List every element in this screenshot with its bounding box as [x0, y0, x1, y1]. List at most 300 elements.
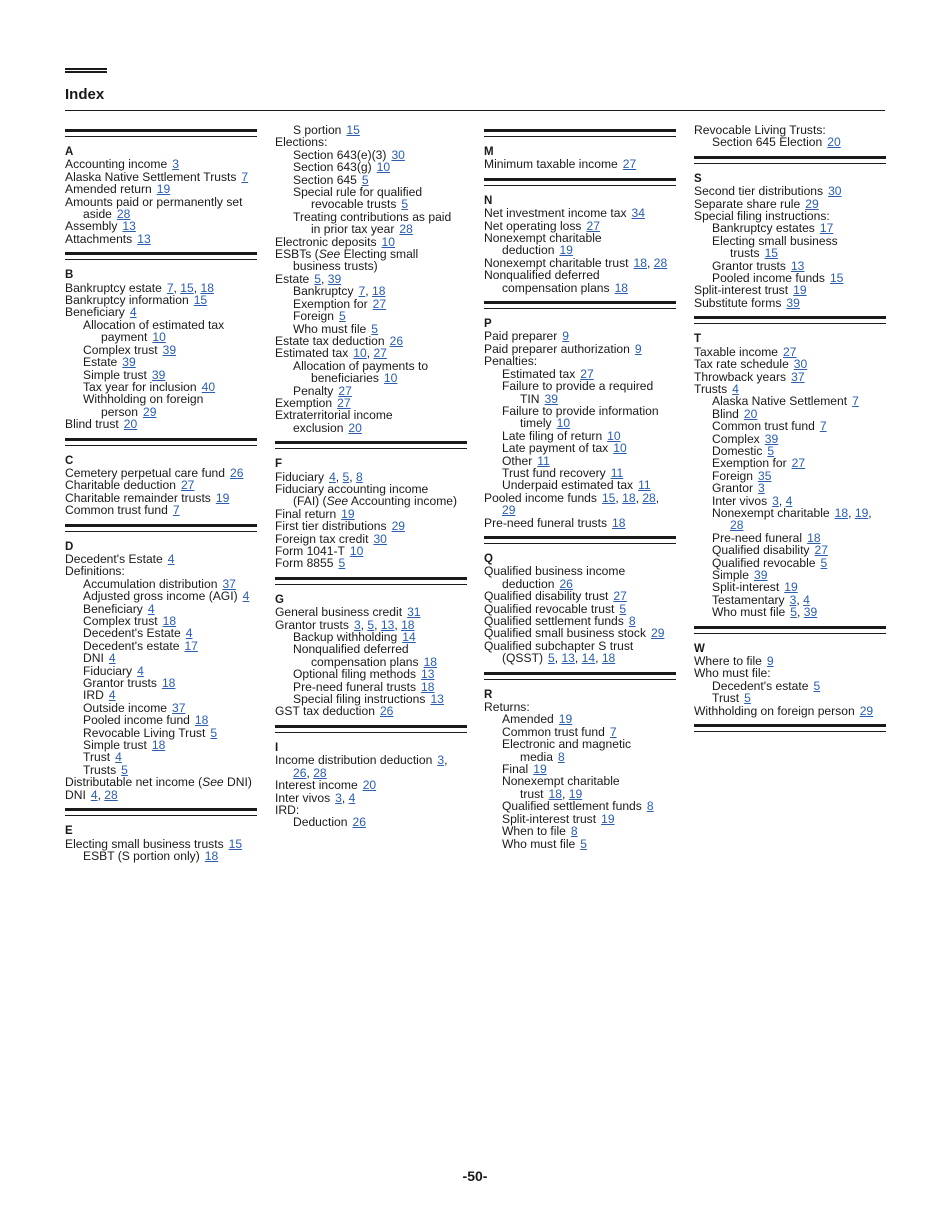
- index-column-3: [484, 124, 676, 850]
- entry-text: DNI: [83, 651, 104, 666]
- page-link[interactable]: 7: [172, 503, 180, 518]
- index-entry: [694, 705, 886, 717]
- page-separator: ,: [635, 490, 643, 505]
- index-section-a: [65, 129, 257, 245]
- page-link[interactable]: 26: [559, 576, 573, 591]
- title-divider: [65, 110, 885, 111]
- page-separator: ,: [778, 493, 786, 508]
- page-link[interactable]: 5: [367, 617, 375, 632]
- entry-text: Who must file: [502, 836, 576, 851]
- page-separator: ,: [193, 280, 201, 295]
- page-link[interactable]: 18: [200, 280, 214, 295]
- index-entry: [65, 418, 257, 430]
- entry-text: Withholding on foreign person: [694, 703, 855, 718]
- page-link[interactable]: 28: [642, 490, 656, 505]
- page-link[interactable]: 9: [562, 329, 570, 344]
- page-link[interactable]: 15: [601, 490, 616, 505]
- page-link[interactable]: 26: [230, 465, 244, 480]
- page-link[interactable]: 10: [607, 428, 621, 443]
- page-link[interactable]: 30: [373, 531, 387, 546]
- entry-text: Pooled income funds: [484, 490, 597, 505]
- page-link[interactable]: 39: [764, 431, 779, 446]
- entry-text: Underpaid estimated tax: [502, 478, 634, 493]
- entry-text: Treating contributions as paid: [293, 209, 452, 224]
- entry-text: Net operating loss: [484, 218, 582, 233]
- entry-text: First tier distributions: [275, 519, 387, 534]
- entry-text: business trusts): [293, 259, 378, 274]
- page-link[interactable]: 4: [108, 651, 116, 666]
- page-link[interactable]: 8: [628, 614, 636, 628]
- page-link[interactable]: 39: [753, 568, 768, 582]
- page-link[interactable]: 14: [581, 651, 596, 666]
- index-entry: [694, 297, 886, 309]
- page-link[interactable]: 28: [653, 255, 668, 270]
- page-link[interactable]: 20: [123, 417, 138, 432]
- page-link[interactable]: 29: [391, 519, 406, 534]
- index-section-continued: [275, 124, 467, 434]
- page-link[interactable]: 4: [90, 787, 98, 802]
- entry-text: IRD:: [275, 802, 300, 817]
- page-link[interactable]: 27: [622, 157, 637, 172]
- index-entry: [484, 492, 676, 517]
- page-separator: ,: [394, 617, 402, 632]
- entry-text: revocable trusts: [311, 197, 397, 212]
- page-link[interactable]: 9: [634, 341, 642, 356]
- index-subentry: [484, 380, 676, 405]
- page-link[interactable]: 19: [341, 506, 355, 521]
- page-link[interactable]: 5: [547, 651, 555, 666]
- index-column-2: [275, 124, 467, 829]
- page-link[interactable]: 10: [349, 544, 364, 558]
- index-subentry: [484, 405, 676, 430]
- page-link[interactable]: 19: [793, 283, 807, 298]
- page-link[interactable]: 5: [790, 605, 797, 620]
- page-link[interactable]: 4: [137, 663, 144, 678]
- page-link[interactable]: 13: [561, 651, 575, 666]
- page-link[interactable]: 20: [827, 135, 841, 150]
- index-subentry: [694, 606, 886, 618]
- page-link[interactable]: 13: [137, 231, 151, 246]
- page-link[interactable]: 27: [337, 395, 351, 410]
- page-link[interactable]: 13: [430, 692, 444, 707]
- page-link[interactable]: 5: [820, 555, 828, 570]
- page-link[interactable]: 5: [121, 762, 128, 777]
- entry-text: Special filing instructions: [293, 692, 426, 707]
- page-link[interactable]: 4: [129, 305, 137, 320]
- page-link[interactable]: 29: [502, 503, 516, 518]
- page-link[interactable]: 5: [580, 836, 587, 851]
- page-link[interactable]: 5: [767, 443, 775, 458]
- page-link[interactable]: 18: [612, 515, 626, 530]
- page-link[interactable]: 27: [814, 543, 828, 558]
- page-link[interactable]: 40: [201, 379, 216, 394]
- page-separator: ,: [306, 765, 314, 780]
- page-link[interactable]: 11: [610, 465, 624, 480]
- page-link[interactable]: 18: [194, 713, 209, 728]
- page-link[interactable]: 18: [633, 255, 647, 270]
- page-link[interactable]: 7: [609, 724, 617, 739]
- page-link[interactable]: 34: [631, 206, 645, 221]
- entry-text: General business credit: [275, 605, 403, 620]
- page-link[interactable]: 3: [789, 592, 797, 607]
- entry-text: Adjusted gross income (AGI): [83, 589, 238, 604]
- page-link[interactable]: 5: [813, 678, 821, 693]
- entry-text: Exemption for: [712, 456, 787, 471]
- index-subentry: [275, 360, 467, 385]
- page-separator: ,: [796, 592, 804, 607]
- page-link[interactable]: 3: [172, 157, 179, 172]
- index-section-i: [275, 725, 467, 829]
- section-letter: E: [65, 825, 73, 838]
- section-divider: [65, 129, 257, 137]
- page-separator: ,: [848, 505, 855, 520]
- page-link[interactable]: 19: [156, 182, 171, 197]
- entry-text: Blind trust: [65, 417, 119, 432]
- entry-text: Grantor trusts: [712, 258, 786, 273]
- page-link[interactable]: 19: [215, 490, 230, 505]
- index-entry: [484, 565, 676, 590]
- page-link[interactable]: 18: [151, 738, 166, 753]
- page-link[interactable]: 3: [758, 481, 765, 496]
- page-link[interactable]: 15: [193, 293, 208, 308]
- page-link[interactable]: 4: [108, 688, 116, 703]
- page-link[interactable]: 18: [834, 505, 849, 520]
- page-link[interactable]: 4: [167, 551, 175, 566]
- entry-text: Simple trust: [83, 738, 147, 753]
- page-link[interactable]: 19: [558, 712, 573, 727]
- section-divider: [484, 672, 676, 680]
- entry-text: Inter vivos: [712, 493, 768, 508]
- page-link[interactable]: 30: [828, 184, 842, 199]
- page-link[interactable]: 13: [790, 258, 805, 273]
- entry-text: Beneficiary: [65, 305, 125, 320]
- page-link[interactable]: 5: [342, 469, 350, 484]
- index-entry: [65, 196, 257, 221]
- page-link[interactable]: 7: [852, 394, 859, 409]
- page-link[interactable]: 5: [401, 197, 409, 212]
- page-link[interactable]: 19: [601, 811, 615, 826]
- entry-text: Electing small business: [712, 233, 838, 248]
- entry-text: (FAI) (See Accounting income): [293, 494, 458, 509]
- entry-text: Other: [502, 453, 533, 468]
- page-link[interactable]: 19: [854, 505, 869, 520]
- page-link[interactable]: 27: [180, 478, 195, 493]
- page-link[interactable]: 15: [180, 280, 194, 295]
- page-link[interactable]: 28: [104, 787, 118, 802]
- entry-text: Estimated tax: [502, 366, 576, 381]
- page-link[interactable]: 5: [339, 309, 346, 324]
- page-link[interactable]: 39: [122, 355, 136, 370]
- page-link[interactable]: 39: [151, 367, 166, 382]
- page-link[interactable]: 5: [338, 556, 346, 571]
- entry-text: Nonexempt charitable: [502, 774, 620, 789]
- page-separator: ,: [797, 605, 804, 620]
- index-entry: [275, 792, 467, 804]
- entry-text: Final return: [275, 506, 337, 521]
- entry-text: Estate: [275, 271, 310, 286]
- page-link[interactable]: 10: [556, 416, 571, 431]
- page-link[interactable]: 7: [166, 280, 174, 295]
- entry-text: Distributable net income (See DNI): [65, 775, 252, 790]
- entry-text: Split-interest: [712, 580, 780, 595]
- page-separator: ,: [341, 790, 349, 805]
- page-link[interactable]: 27: [791, 456, 806, 471]
- page-link[interactable]: 15: [829, 271, 844, 286]
- page-link[interactable]: 5: [619, 601, 627, 616]
- page-link[interactable]: 29: [651, 626, 665, 641]
- page-link[interactable]: 4: [348, 790, 356, 805]
- page-link[interactable]: 4: [242, 589, 250, 604]
- page-link[interactable]: 19: [559, 243, 573, 258]
- page-number: -50-: [462, 1168, 488, 1184]
- page-separator: ,: [646, 255, 654, 270]
- page-link[interactable]: 27: [613, 589, 627, 604]
- page-link[interactable]: 39: [162, 342, 177, 357]
- page-link[interactable]: 10: [152, 330, 166, 345]
- page-link[interactable]: 13: [380, 617, 395, 632]
- page-link[interactable]: 19: [784, 580, 798, 595]
- page-link[interactable]: 5: [210, 725, 218, 740]
- entry-text: Qualified settlement funds: [484, 614, 624, 628]
- section-divider: [65, 524, 257, 532]
- entry-text: payment: [101, 330, 148, 345]
- page-link[interactable]: 5: [361, 172, 369, 187]
- entry-text: Simple trust: [83, 367, 147, 382]
- page-link[interactable]: 10: [613, 441, 627, 456]
- page-link[interactable]: 7: [358, 284, 366, 299]
- entry-text: Foreign: [293, 309, 335, 324]
- entry-text: Charitable deduction: [65, 478, 176, 493]
- page-link[interactable]: 9: [766, 654, 774, 669]
- page-link[interactable]: 37: [172, 700, 186, 715]
- index-section-e: [65, 808, 257, 862]
- index-section-g: [275, 577, 467, 718]
- page-link[interactable]: 8: [356, 469, 363, 484]
- page-link[interactable]: 4: [329, 469, 336, 484]
- entry-text: Qualified disability: [712, 543, 810, 558]
- page-link[interactable]: 26: [352, 815, 366, 830]
- page-link[interactable]: 17: [184, 638, 198, 653]
- page-link[interactable]: 27: [586, 218, 600, 233]
- entry-text: Minimum taxable income: [484, 157, 618, 172]
- page-link[interactable]: 29: [142, 404, 157, 419]
- entry-text: Paid preparer: [484, 329, 558, 344]
- entry-text: Complex trust: [83, 614, 158, 628]
- section-letter: P: [484, 318, 492, 331]
- page-separator: ,: [173, 280, 181, 295]
- entry-text: Section 643(g): [293, 160, 372, 175]
- page-link[interactable]: 4: [115, 750, 122, 765]
- entry-text: Pre-need funeral trusts: [484, 515, 608, 530]
- page-link[interactable]: 17: [819, 221, 834, 236]
- page-link[interactable]: 13: [421, 667, 435, 682]
- page-link[interactable]: 4: [803, 592, 810, 607]
- page-link[interactable]: 14: [402, 630, 416, 645]
- entry-text: Complex: [712, 431, 760, 446]
- index-section-n: [484, 178, 676, 294]
- page-separator: ,: [554, 651, 562, 666]
- entry-text: Trusts: [83, 762, 117, 777]
- page-link[interactable]: 37: [791, 369, 805, 384]
- page-link[interactable]: 18: [162, 614, 177, 628]
- entry-text: Allocation of estimated tax: [83, 317, 225, 332]
- page-link[interactable]: 11: [638, 478, 651, 493]
- page-link[interactable]: 3: [772, 493, 779, 508]
- page-separator: ,: [595, 651, 602, 666]
- page-link[interactable]: 37: [222, 576, 236, 591]
- page-link[interactable]: 26: [379, 704, 394, 719]
- index-section-d: [65, 524, 257, 802]
- entry-text: Trusts: [694, 381, 728, 396]
- entry-text: Where to file: [694, 654, 762, 669]
- entry-text: Beneficiary: [83, 601, 143, 616]
- page-link[interactable]: 18: [423, 654, 438, 669]
- page-link[interactable]: 10: [383, 371, 398, 386]
- page-link[interactable]: 4: [185, 626, 193, 641]
- index-section-s: [694, 156, 886, 309]
- entry-text: Penalties:: [484, 354, 538, 369]
- section-letter: W: [694, 642, 705, 655]
- page-link[interactable]: 39: [786, 295, 800, 310]
- index-column-1: [65, 124, 257, 862]
- entry-text: Nonqualified deferred: [293, 642, 409, 657]
- section-letter: R: [484, 688, 493, 701]
- entry-text: Separate share rule: [694, 196, 801, 211]
- page-link[interactable]: 4: [732, 381, 739, 396]
- page-link[interactable]: 18: [614, 280, 629, 295]
- page-link[interactable]: 8: [646, 799, 654, 814]
- section-divider: [484, 536, 676, 544]
- entry-text: Tax year for inclusion: [83, 379, 197, 394]
- entry-text: trusts: [730, 246, 760, 261]
- page-link[interactable]: 28: [116, 207, 131, 222]
- page-link[interactable]: 18: [421, 679, 435, 694]
- page-link[interactable]: 15: [228, 836, 243, 851]
- section-divider: [275, 441, 467, 449]
- index-subentry: [275, 211, 467, 236]
- page-link[interactable]: 26: [293, 765, 307, 780]
- page-link[interactable]: 29: [805, 196, 819, 211]
- page-link[interactable]: 18: [161, 676, 176, 691]
- page-link[interactable]: 18: [401, 617, 415, 632]
- page-link[interactable]: 4: [785, 493, 793, 508]
- entry-text: Attachments: [65, 231, 133, 246]
- page-link[interactable]: 26: [389, 333, 404, 348]
- page-link[interactable]: 39: [327, 271, 342, 286]
- page-separator: ,: [365, 284, 372, 299]
- page-link[interactable]: 19: [533, 762, 547, 777]
- index-section-f: [275, 441, 467, 570]
- entry-text: Accounting income: [65, 157, 168, 172]
- entry-text: Alaska Native Settlement: [712, 394, 848, 409]
- page-link[interactable]: 27: [372, 296, 387, 311]
- entry-text: Special filing instructions:: [694, 209, 830, 224]
- entry-text: GST tax deduction: [275, 704, 375, 719]
- page-link[interactable]: 13: [122, 219, 136, 234]
- entry-text: Trust: [712, 691, 740, 706]
- entry-text: Grantor: [712, 481, 753, 496]
- end-divider: [694, 724, 886, 732]
- page-link[interactable]: 28: [730, 518, 744, 533]
- index-subentry: [275, 643, 467, 668]
- index-column-4: [694, 124, 886, 741]
- page-link[interactable]: 18: [601, 651, 616, 666]
- page-link[interactable]: 4: [147, 601, 155, 616]
- page-separator: ,: [360, 617, 368, 632]
- page-link[interactable]: 10: [381, 234, 395, 249]
- page-link[interactable]: 27: [338, 383, 352, 398]
- section-divider: [484, 129, 676, 137]
- page-link[interactable]: 28: [313, 765, 327, 780]
- page-link[interactable]: 30: [793, 357, 808, 372]
- page-link[interactable]: 19: [568, 786, 583, 801]
- page-link[interactable]: 3: [335, 790, 342, 805]
- page-link[interactable]: 5: [371, 321, 378, 336]
- page-link[interactable]: 27: [373, 346, 387, 361]
- page-link[interactable]: 8: [557, 749, 565, 764]
- page-link[interactable]: 10: [353, 346, 367, 361]
- page-link[interactable]: 27: [580, 366, 594, 381]
- index-entry: [275, 557, 467, 569]
- page-link[interactable]: 8: [570, 824, 578, 839]
- page-link[interactable]: 20: [362, 778, 377, 793]
- page-link[interactable]: 11: [537, 453, 550, 468]
- entry-text: Nonexempt charitable: [712, 505, 830, 520]
- section-divider: [275, 725, 467, 733]
- page-link[interactable]: 7: [819, 419, 827, 434]
- entry-text: Qualified small business stock: [484, 626, 646, 641]
- page-link[interactable]: 20: [348, 420, 362, 435]
- page-link[interactable]: 18: [371, 284, 386, 299]
- page-link[interactable]: 20: [743, 406, 758, 421]
- page-link[interactable]: 18: [548, 786, 562, 801]
- section-letter: G: [275, 593, 284, 606]
- page-link[interactable]: 18: [204, 848, 219, 863]
- index-entry: [275, 483, 467, 508]
- page-link[interactable]: 27: [783, 344, 797, 359]
- page-separator: ,: [655, 490, 660, 505]
- page-link[interactable]: 31: [407, 605, 421, 620]
- page-link[interactable]: 10: [376, 160, 391, 175]
- page-link[interactable]: 29: [859, 703, 874, 718]
- page-link[interactable]: 15: [346, 123, 360, 137]
- page-link[interactable]: 15: [764, 246, 779, 261]
- page-link[interactable]: 35: [758, 468, 772, 483]
- entry-text: Form 1041-T: [275, 544, 345, 558]
- entry-text: Definitions:: [65, 564, 125, 579]
- entry-text: Assembly: [65, 219, 118, 234]
- page-link[interactable]: 3: [353, 617, 361, 632]
- page-link[interactable]: 5: [314, 271, 322, 286]
- entry-text: Bankruptcy estates: [712, 221, 815, 236]
- section-letter: T: [694, 333, 702, 346]
- entry-text: Failure to provide information: [502, 403, 659, 418]
- page-link[interactable]: 7: [241, 169, 249, 184]
- page-link[interactable]: 28: [399, 222, 413, 237]
- entry-text: Final: [502, 762, 529, 777]
- page-link[interactable]: 39: [544, 391, 558, 406]
- page-link[interactable]: 3: [437, 753, 445, 768]
- entry-text: Simple: [712, 568, 749, 582]
- entry-text: Net investment income tax: [484, 206, 627, 221]
- page-link[interactable]: 18: [807, 530, 821, 545]
- page-link[interactable]: 39: [803, 605, 818, 620]
- entry-text: Complex trust: [83, 342, 158, 357]
- page-link[interactable]: 5: [744, 691, 751, 706]
- page-link[interactable]: 30: [391, 147, 405, 162]
- page-link[interactable]: 18: [622, 490, 636, 505]
- entry-text: Failure to provide a required: [502, 379, 654, 394]
